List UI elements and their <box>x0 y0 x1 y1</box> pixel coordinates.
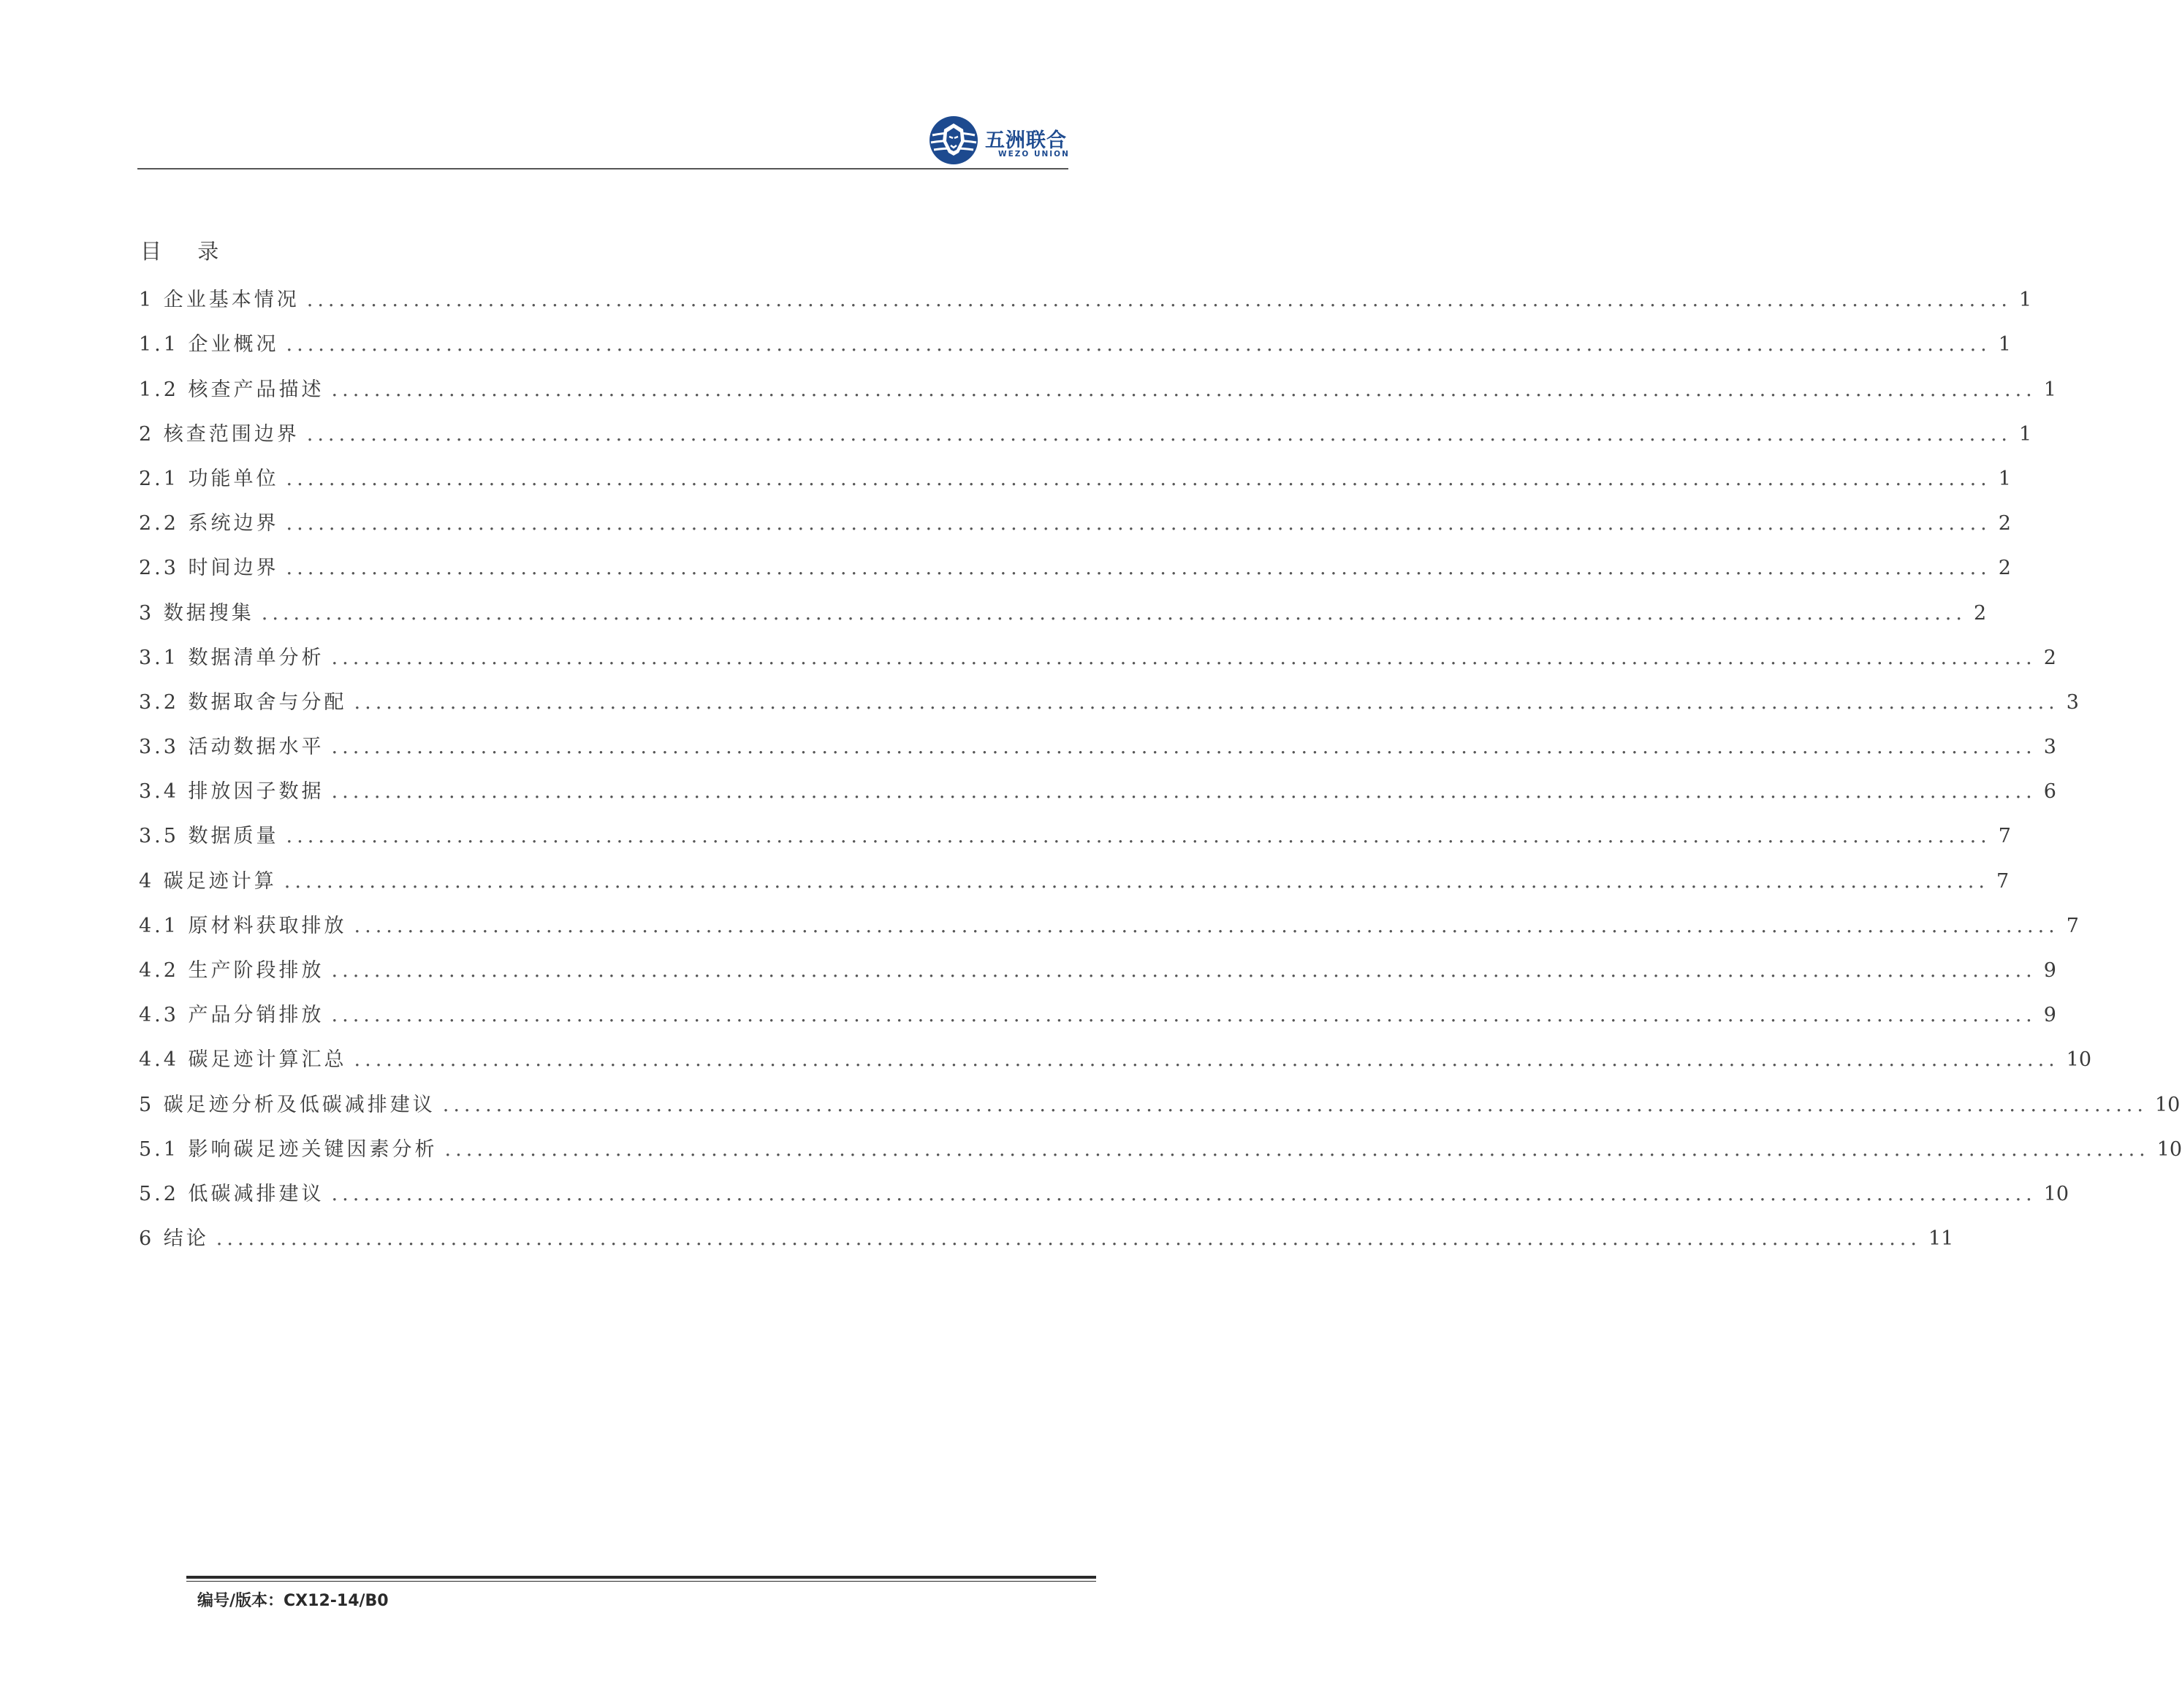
toc-entry-label: 2.2 系统边界 <box>139 512 279 535</box>
toc-entry-label: 2 核查范围边界 <box>139 422 300 446</box>
toc-leader-dots: ................................................................................................................................................................ <box>444 1137 2150 1161</box>
toc-entry-page: 3 <box>2066 690 2079 714</box>
toc-leader-dots: ................................................................................................................................................................ <box>286 512 1991 535</box>
toc-entry-page: 11 <box>1928 1227 1954 1251</box>
toc-entry[interactable] <box>139 1216 1954 1261</box>
toc-leader-dots: ................................................................................................................................................................ <box>261 601 1966 625</box>
toc-entry-page: 1 <box>2018 422 2032 446</box>
toc-entry-page: 10 <box>2066 1048 2092 1072</box>
lion-globe-emblem-icon <box>928 115 979 166</box>
toc-entry[interactable] <box>139 1037 2092 1082</box>
header-divider <box>137 168 1068 169</box>
toc-entry[interactable] <box>139 546 2011 590</box>
toc-entry[interactable] <box>139 814 2011 858</box>
toc-leader-dots: ................................................................................................................................................................ <box>306 422 2012 446</box>
toc-entry[interactable] <box>139 904 2079 948</box>
toc-entry[interactable] <box>139 725 2056 769</box>
table-of-contents <box>139 278 2182 1261</box>
toc-entry-label: 4 碳足迹计算 <box>139 869 277 893</box>
toc-entry[interactable] <box>139 367 2056 411</box>
toc-entry-page: 10 <box>2043 1182 2069 1205</box>
toc-entry-label: 4.3 产品分销排放 <box>139 1004 324 1027</box>
toc-leader-dots: ................................................................................................................................................................ <box>331 1182 2037 1205</box>
toc-leader-dots: ................................................................................................................................................................ <box>331 736 2037 759</box>
logo-english-name: WEZO UNION <box>998 150 1070 159</box>
toc-leader-dots: ................................................................................................................................................................ <box>331 1004 2037 1027</box>
toc-entry-page: 2 <box>1998 557 2011 580</box>
toc-entry-label: 3 数据搜集 <box>139 601 254 625</box>
logo-chinese-name: 五洲联合 <box>985 129 1067 152</box>
toc-entry-label: 2.3 时间边界 <box>139 557 279 580</box>
toc-entry-page: 1 <box>1998 333 2011 357</box>
toc-entry[interactable] <box>139 1082 2181 1126</box>
toc-entry[interactable] <box>139 322 2011 367</box>
toc-entry-page: 10 <box>2154 1093 2181 1116</box>
toc-entry-page: 2 <box>1973 601 1987 625</box>
toc-leader-dots: ................................................................................................................................................................ <box>354 690 2059 714</box>
toc-entry[interactable] <box>139 501 2011 546</box>
toc-entry-label: 4.1 原材料获取排放 <box>139 914 347 937</box>
toc-entry-label: 3.2 数据取舍与分配 <box>139 690 347 714</box>
toc-entry-page: 1 <box>2018 289 2032 312</box>
toc-leader-dots: ................................................................................................................................................................ <box>284 869 1989 893</box>
document-code: 编号/版本：CX12-14/B0 <box>197 1592 389 1610</box>
toc-entry[interactable] <box>139 590 1987 635</box>
toc-entry-label: 2.1 功能单位 <box>139 467 279 490</box>
toc-leader-dots: ................................................................................................................................................................ <box>286 333 1991 357</box>
company-logo <box>928 113 1074 172</box>
toc-entry-label: 4.4 碳足迹计算汇总 <box>139 1048 347 1072</box>
toc-leader-dots: ................................................................................................................................................................ <box>286 557 1991 580</box>
toc-entry-page: 7 <box>1996 869 2010 893</box>
toc-entry[interactable] <box>139 457 2011 501</box>
toc-entry[interactable] <box>139 1172 2069 1216</box>
toc-leader-dots: ................................................................................................................................................................ <box>442 1093 2148 1116</box>
toc-entry-label: 1.2 核查产品描述 <box>139 378 324 401</box>
toc-entry[interactable] <box>139 680 2079 725</box>
toc-entry-label: 5 碳足迹分析及低碳减排建议 <box>139 1093 436 1116</box>
toc-leader-dots: ................................................................................................................................................................ <box>216 1227 1921 1251</box>
toc-entry-label: 3.4 排放因子数据 <box>139 780 324 804</box>
toc-entry-page: 6 <box>2043 780 2056 804</box>
toc-entry-page: 7 <box>2066 914 2079 937</box>
toc-entry[interactable] <box>139 769 2056 814</box>
toc-entry-label: 3.5 数据质量 <box>139 825 279 848</box>
toc-leader-dots: ................................................................................................................................................................ <box>331 378 2037 401</box>
toc-entry[interactable] <box>139 636 2056 680</box>
toc-leader-dots: ................................................................................................................................................................ <box>286 467 1991 490</box>
toc-entry-label: 5.1 影响碳足迹关键因素分析 <box>139 1137 438 1161</box>
toc-entry[interactable] <box>139 412 2032 457</box>
toc-leader-dots: ................................................................................................................................................................ <box>306 289 2012 312</box>
toc-entry-page: 1 <box>2043 378 2056 401</box>
toc-entry-label: 5.2 低碳减排建议 <box>139 1182 324 1205</box>
toc-entry-page: 2 <box>2043 646 2056 669</box>
toc-entry[interactable] <box>139 858 2010 903</box>
toc-leader-dots: ................................................................................................................................................................ <box>354 1048 2059 1072</box>
toc-entry-page: 9 <box>2043 1004 2056 1027</box>
footer-divider-thin <box>186 1581 1096 1582</box>
toc-entry-label: 1 企业基本情况 <box>139 289 300 312</box>
toc-leader-dots: ................................................................................................................................................................ <box>286 825 1991 848</box>
toc-entry-page: 9 <box>2043 959 2056 982</box>
toc-entry-page: 3 <box>2043 736 2056 759</box>
toc-entry-page: 10 <box>2156 1137 2182 1161</box>
toc-leader-dots: ................................................................................................................................................................ <box>331 646 2037 669</box>
toc-entry[interactable] <box>139 948 2056 993</box>
toc-entry-page: 1 <box>1998 467 2011 490</box>
toc-entry-label: 6 结论 <box>139 1227 209 1251</box>
toc-entry[interactable] <box>139 993 2056 1037</box>
toc-entry[interactable] <box>139 1127 2182 1172</box>
toc-entry-label: 4.2 生产阶段排放 <box>139 959 324 982</box>
toc-entry-label: 3.3 活动数据水平 <box>139 736 324 759</box>
footer-divider <box>186 1576 1096 1579</box>
toc-title: 目 录 <box>140 239 234 264</box>
toc-entry[interactable] <box>139 278 2032 322</box>
toc-entry-label: 1.1 企业概况 <box>139 333 279 357</box>
toc-leader-dots: ................................................................................................................................................................ <box>331 959 2037 982</box>
toc-entry-page: 2 <box>1998 512 2011 535</box>
toc-leader-dots: ................................................................................................................................................................ <box>354 914 2059 937</box>
toc-leader-dots: ................................................................................................................................................................ <box>331 780 2037 804</box>
toc-entry-page: 7 <box>1998 825 2011 848</box>
toc-entry-label: 3.1 数据清单分析 <box>139 646 324 669</box>
